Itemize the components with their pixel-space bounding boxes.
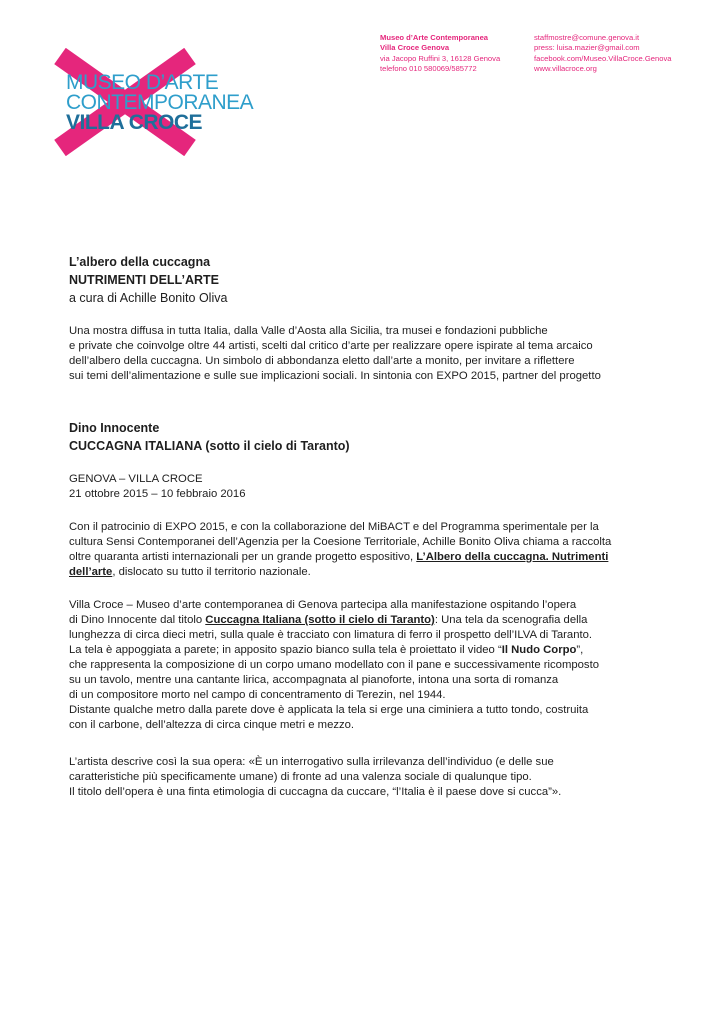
contact-facebook[interactable]: facebook.com/Museo.VillaCroce.Genova xyxy=(534,53,672,63)
venue-date-range: 21 ottobre 2015 – 10 febbraio 2016 xyxy=(69,488,246,500)
paragraph-line: Con il patrocinio di EXPO 2015, e con la collaborazione del MiBACT e del Programma sperimentale per la xyxy=(69,521,599,533)
contact-website[interactable]: www.villacroce.org xyxy=(534,63,597,73)
intro-paragraph xyxy=(69,324,669,384)
contact-links-block xyxy=(534,33,671,74)
contact-museum-name: Museo d’Arte Contemporanea xyxy=(380,33,489,42)
artist-quote-paragraph xyxy=(69,755,669,800)
paragraph-text: La tela è appoggiata a parete; in apposito spazio bianco sulla tela è proiettato il video “ xyxy=(69,644,502,656)
exhibition-curator: a cura di Achille Bonito Oliva xyxy=(69,291,228,305)
contact-address-block xyxy=(380,33,500,74)
intro-line: dell’albero della cuccagna. Un simbolo di abbondanza eletto dall’arte a monito, per invitare a riflettere xyxy=(69,355,575,367)
artist-name: Dino Innocente xyxy=(69,421,160,435)
logo-text-line-2: CONTEMPORANEA xyxy=(66,91,254,114)
paragraph-line: L’artista descrive così la sua opera: «È un interrogativo sulla irrilevanza dell’individuo (e delle sue xyxy=(69,756,554,768)
intro-line: Una mostra diffusa in tutta Italia, dalla Valle d’Aosta alla Sicilia, tra musei e fondazioni pubbliche xyxy=(69,325,548,337)
artwork-heading xyxy=(69,419,350,455)
venue-dates xyxy=(69,472,669,502)
artwork-title: CUCCAGNA ITALIANA (sotto il cielo di Taranto) xyxy=(69,439,350,453)
venue-location: GENOVA – VILLA CROCE xyxy=(69,473,203,485)
paragraph-text: : Una tela da scenografia della xyxy=(434,614,588,626)
paragraph-text: ”, xyxy=(576,644,584,656)
logo-text-line-3: VILLA CROCE xyxy=(66,111,203,134)
exhibition-title: L’albero della cuccagna xyxy=(69,255,211,269)
paragraph-line: con il carbone, dell’altezza di circa cinque metri e mezzo. xyxy=(69,719,355,731)
paragraph-line xyxy=(69,643,669,658)
contact-phone: telefono 010 580069/585772 xyxy=(380,63,477,73)
paragraph-line: Distante qualche metro dalla parete dove è applicata la tela si erge una ciminiera a tutto tondo, costruita xyxy=(69,704,589,716)
paragraph-line xyxy=(69,613,669,628)
paragraph-line: cultura Sensi Contemporanei dell’Agenzia per la Coesione Territoriale, Achille Bonito Oliva chiama a raccolta xyxy=(69,536,612,548)
intro-line: e private che coinvolge oltre 44 artisti, scelti dal critico d’arte per realizzare opere ispirate al tema arcaico xyxy=(69,340,593,352)
exhibition-heading xyxy=(69,253,227,307)
intro-line: sui temi dell’alimentazione e sulle sue implicazioni sociali. In sintonia con EXPO 2015, partner del progetto xyxy=(69,370,601,382)
paragraph-text: oltre quaranta artisti internazionali per un grande progetto espositivo, xyxy=(69,551,417,563)
paragraph-line: che rappresenta la composizione di un corpo umano modellato con il pane e successivamente ricomposto xyxy=(69,659,599,671)
artwork-description-paragraph xyxy=(69,598,669,733)
contact-address: via Jacopo Ruffini 3, 16128 Genova xyxy=(380,53,501,63)
paragraph-line: caratteristiche più specificamente umane) di fronte ad una valenza sociale di qualunque tipo. xyxy=(69,771,532,783)
artwork-title-inline: Cuccagna Italiana (sotto il cielo di Taranto) xyxy=(205,614,435,626)
contact-press-email[interactable]: press: luisa.mazier@gmail.com xyxy=(534,43,640,53)
paragraph-text: di Dino Innocente dal titolo xyxy=(69,614,206,626)
paragraph-line: su un tavolo, mentre una cantante lirica, accompagnata al pianoforte, intona una sorta di romanza xyxy=(69,674,559,686)
paragraph-line: di un compositore morto nel campo di concentramento di Terezin, nel 1944. xyxy=(69,689,446,701)
video-title: Il Nudo Corpo xyxy=(501,644,577,656)
paragraph-line: Villa Croce – Museo d’arte contemporanea di Genova partecipa alla manifestazione ospitando l’opera xyxy=(69,599,577,611)
contact-email[interactable]: staffmostre@comune.genova.it xyxy=(534,33,640,42)
project-title-link-cont: dell’arte xyxy=(69,566,113,578)
contact-museum-subname: Villa Croce Genova xyxy=(380,43,450,53)
project-title-link: L’Albero della cuccagna. Nutrimenti xyxy=(416,551,609,563)
patronage-paragraph xyxy=(69,520,669,580)
paragraph-line: Il titolo dell’opera è una finta etimologia di cuccagna da cuccare, “l’Italia è il paese dove si cucca”». xyxy=(69,786,562,798)
paragraph-line: lunghezza di circa dieci metri, sulla quale è tracciato con limatura di ferro il prospetto dell’ILVA di Taranto. xyxy=(69,629,593,641)
paragraph-line xyxy=(69,550,669,565)
logo-text-line-1: MUSEO D’ARTE xyxy=(66,71,219,94)
paragraph-text: , dislocato su tutto il territorio nazionale. xyxy=(112,566,311,578)
paragraph-line xyxy=(69,565,669,580)
exhibition-subtitle: NUTRIMENTI DELL’ARTE xyxy=(69,273,219,287)
museum-logo xyxy=(50,48,254,156)
